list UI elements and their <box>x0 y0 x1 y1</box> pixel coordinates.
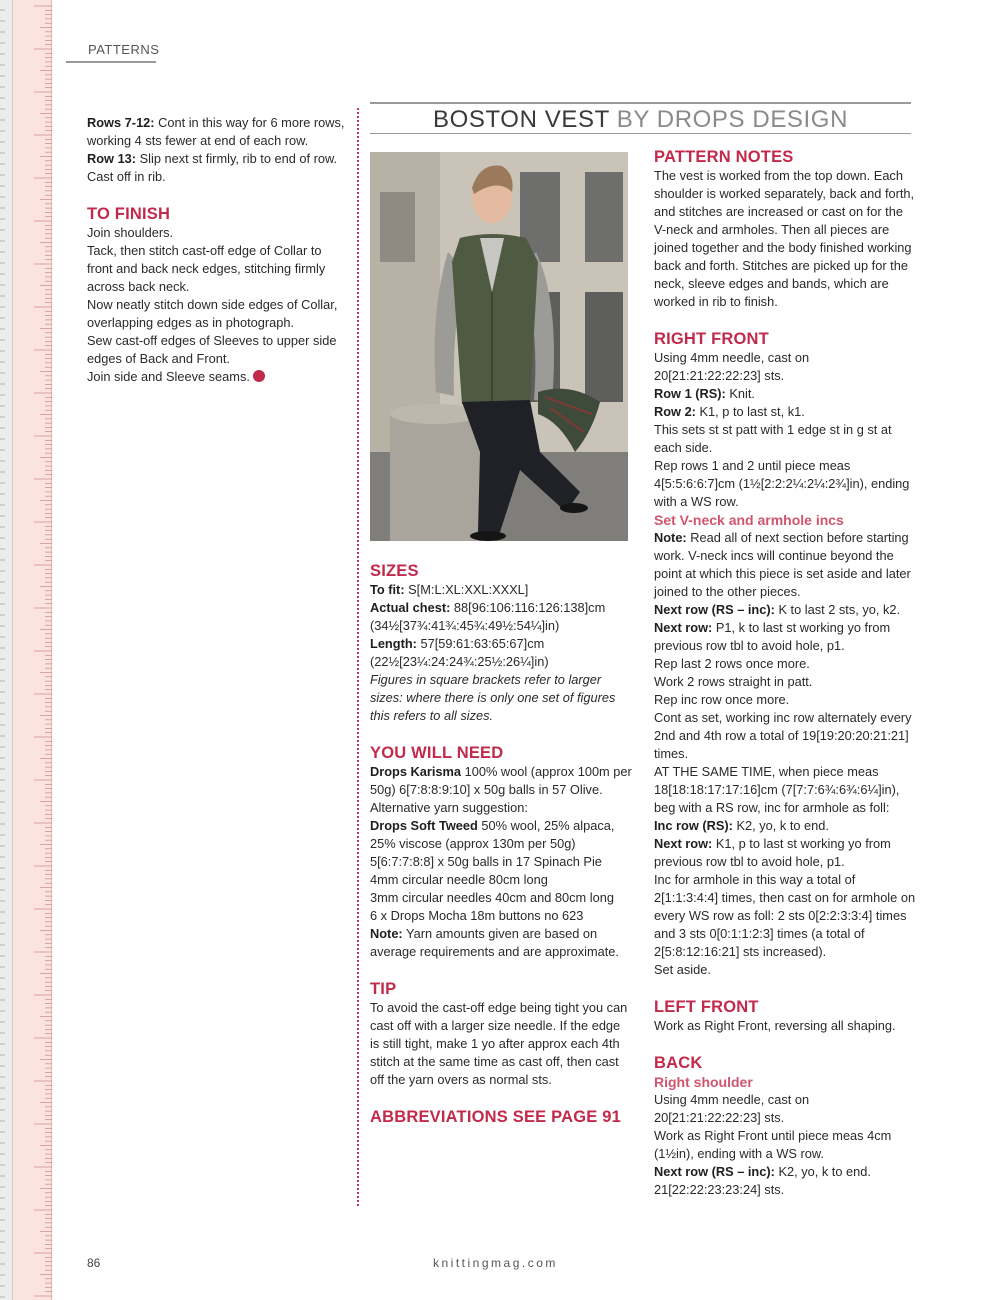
armhole-next-row: Next row: K1, p to last st working yo from previous row tbl to avoid hole, p1. <box>654 836 891 869</box>
finish-step: Join shoulders. <box>87 225 174 240</box>
needle-item: 4mm circular needle 80cm long <box>370 872 548 887</box>
rf-cast-on: Using 4mm needle, cast on 20[21:21:22:22:23] sts. <box>654 350 810 383</box>
to-fit: To fit: S[M:L:XL:XXL:XXXL] <box>370 582 529 597</box>
vneck-note: Note: Read all of next section before starting work. V-neck incs will continue beyond the point at which this piece is set aside and later joined to the other pieces. <box>654 530 911 599</box>
pattern-title <box>370 106 911 134</box>
title-main: BOSTON VEST <box>433 106 610 133</box>
rs-next-row: Next row (RS – inc): K2, yo, k to end. 21[22:22:23:23:24] sts. <box>654 1164 871 1197</box>
vneck-subheading: Set V-neck and armhole incs <box>654 512 844 528</box>
column-divider <box>357 108 359 1206</box>
finish-step: Sew cast-off edges of Sleeves to upper side edges of Back and Front. <box>87 333 337 366</box>
cast-off-text: Cast off in rib. <box>87 169 166 184</box>
pattern-notes-heading: PATTERN NOTES <box>654 148 794 166</box>
actual-chest: Actual chest: 88[96:106:116:126:138]cm (34½[37¾:41¾:45¾:49½:54¼]in) <box>370 600 606 633</box>
vneck-step: Rep inc row once more. <box>654 692 790 707</box>
rf-repeat: Rep rows 1 and 2 until piece meas 4[5:5:6:6:7]cm (1½[2:2:2¼:2¼:2¾]in), ending with a WS row. <box>654 458 910 509</box>
rf-sets: This sets st st patt with 1 edge st in g st at each side. <box>654 422 892 455</box>
right-front-heading: RIGHT FRONT <box>654 330 769 348</box>
left-column <box>87 114 349 386</box>
rf-row-1: Row 1 (RS): Knit. <box>654 386 755 401</box>
rs-work: Work as Right Front until piece meas 4cm (1½in), ending with a WS row. <box>654 1128 892 1161</box>
right-column <box>654 147 916 1199</box>
yarn-soft-tweed: Drops Soft Tweed 50% wool, 25% alpaca, 25% viscose (approx 130m per 50g) 5[6:7:7:8:8] x 50g balls in 17 Spinach Pie <box>370 818 615 869</box>
row-13: Row 13: Slip next st firmly, rib to end of row. <box>87 151 338 166</box>
tip-text: To avoid the cast-off edge being tight you can cast off with a larger size needle. If the edge is still tight, make 1 yo after approx each 4th stitch at the same time as cast off, then cast off the yarn overs as normal sts. <box>370 1000 628 1087</box>
finish-step: Tack, then stitch cast-off edge of Collar to front and back neck edges, stitching firmly across back neck. <box>87 243 326 294</box>
title-bottom-rule <box>370 133 911 134</box>
vneck-step: Cont as set, working inc row alternately every 2nd and 4th row a total of 19[19:20:20:21:21] times. <box>654 710 912 761</box>
set-aside: Set aside. <box>654 962 711 977</box>
left-front-heading: LEFT FRONT <box>654 998 759 1016</box>
sizes-heading: SIZES <box>370 562 419 580</box>
yarn-note: Note: Yarn amounts given are based on average requirements and are approximate. <box>370 926 619 959</box>
middle-column <box>370 561 632 1127</box>
armhole-inc-row: Inc row (RS): K2, yo, k to end. <box>654 818 829 833</box>
vneck-next-row-inc: Next row (RS – inc): K to last 2 sts, yo, k2. <box>654 602 901 617</box>
length: Length: 57[59:61:63:65:67]cm (22½[23¼:24:24¾:25½:26¼]in) <box>370 636 549 669</box>
right-shoulder-subheading: Right shoulder <box>654 1074 753 1090</box>
ruler-ticks <box>0 0 52 1300</box>
armhole-step: Inc for armhole in this way a total of 2[1:1:3:4:4] times, then cast on for armhole on every WS row as foll: 2 sts 0[2:2:3:3:4] times and 3 sts 0[0:1:1:2:3] times (a total of 2[5:8:12:16:21] sts increased). <box>654 872 916 959</box>
finish-step: Join side and Sleeve seams. <box>87 368 349 386</box>
model-photo <box>370 152 628 541</box>
title-top-rule <box>370 102 911 104</box>
pattern-notes-text: The vest is worked from the top down. Each shoulder is worked separately, back and forth, and stitches are increased or cast on for the V-neck and armholes. Then all pieces are joined together and the body finished working back and forth. Stitches are picked up for the neck, sleeve edges and bands, which are worked in rib to finish. <box>654 168 915 309</box>
vneck-step: AT THE SAME TIME, when piece meas 18[18:18:17:17:16]cm (7[7:7:6¾:6¾:6¼]in), beg with a RS row, inc for armhole as foll: <box>654 764 900 815</box>
vneck-step: Rep last 2 rows once more. <box>654 656 810 671</box>
needle-item: 3mm circular needles 40cm and 80cm long <box>370 890 614 905</box>
you-will-need-heading: YOU WILL NEED <box>370 744 504 762</box>
tip-heading: TIP <box>370 980 397 998</box>
man-in-vest-photo-illustration <box>370 152 628 541</box>
buttons-item: 6 x Drops Mocha 18m buttons no 623 <box>370 908 584 923</box>
figures-note: Figures in square brackets refer to larger sizes: where there is only one set of figures this refers to all sizes. <box>370 672 616 723</box>
section-rule <box>66 61 156 63</box>
rows-7-12: Rows 7-12: Cont in this way for 6 more rows, working 4 sts fewer at end of each row. <box>87 115 345 148</box>
vneck-next-row: Next row: P1, k to last st working yo from previous row tbl to avoid hole, p1. <box>654 620 891 653</box>
page-number: 86 <box>87 1256 101 1270</box>
website-footer: knittingmag.com <box>433 1256 558 1270</box>
vneck-step: Work 2 rows straight in patt. <box>654 674 813 689</box>
abbreviations-link: ABBREVIATIONS SEE PAGE 91 <box>370 1108 622 1126</box>
to-finish-heading: TO FINISH <box>87 205 171 223</box>
alternative-yarn: Alternative yarn suggestion: <box>370 800 528 815</box>
rs-cast-on: Using 4mm needle, cast on 20[21:21:22:22:23] sts. <box>654 1092 810 1125</box>
left-front-text: Work as Right Front, reversing all shaping. <box>654 1018 896 1033</box>
end-of-pattern-icon <box>253 370 265 382</box>
rf-row-2: Row 2: K1, p to last st, k1. <box>654 404 805 419</box>
measuring-ruler <box>0 0 52 1300</box>
yarn-karisma: Drops Karisma 100% wool (approx 100m per 50g) 6[7:8:8:9:10] x 50g balls in 57 Olive. <box>370 764 632 797</box>
finish-step: Now neatly stitch down side edges of Collar, overlapping edges as in photograph. <box>87 297 338 330</box>
section-label: PATTERNS <box>88 42 160 57</box>
back-heading: BACK <box>654 1054 703 1072</box>
title-designer: BY DROPS DESIGN <box>616 106 848 133</box>
